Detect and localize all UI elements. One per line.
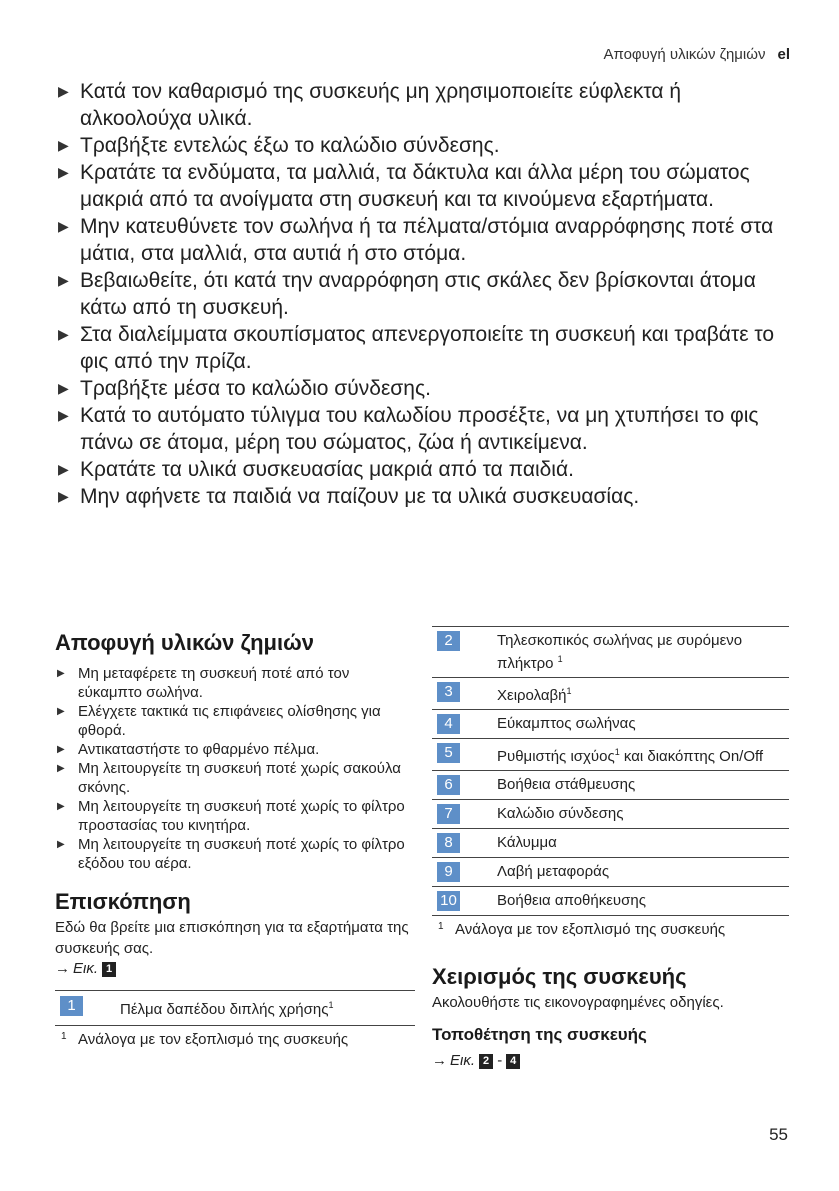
list-item: ▶ Κρατάτε τα υλικά συσκευασίας μακριά από τα παιδιά. <box>58 458 574 481</box>
part-name: Βοήθεια στάθμευσης <box>497 776 636 793</box>
part-name-cont: και διακόπτης On/Off <box>619 748 764 765</box>
operation-heading: Χειρισμός της συσκευής <box>432 964 687 989</box>
parts-table <box>432 626 789 916</box>
list-item: ▶ Κατά τον καθαρισμό της συσκευής μη χρησιμοποιείτε εύφλεκτα ή αλκοολούχα υλικά. <box>58 80 682 130</box>
bullet-triangle-icon: ▶ <box>58 272 69 288</box>
part-number-badge: 4 <box>437 714 460 734</box>
part-name: Τηλεσκοπικός σωλήνας με συρόμενο πλήκτρο <box>497 632 743 672</box>
overview-table <box>55 990 415 1026</box>
bullet-triangle-icon: ▶ <box>58 326 69 342</box>
figure-number: 4 <box>506 1054 520 1069</box>
table-row <box>432 627 789 678</box>
part-name: Καλώδιο σύνδεσης <box>497 805 624 822</box>
figure-range-sep: - <box>497 1052 503 1069</box>
operation-intro: Ακολουθήστε τις εικονογραφημένες οδηγίες. <box>432 994 724 1011</box>
list-item: ▶ Βεβαιωθείτε, ότι κατά την αναρρόφηση στις σκάλες δεν βρίσκονται άτομα κάτω από τη συσκευή. <box>58 269 756 319</box>
overview-heading: Επισκόπηση <box>55 889 191 914</box>
table-row <box>432 678 789 710</box>
part-number-badge: 8 <box>437 833 460 853</box>
right-column <box>432 626 789 1071</box>
bullet-triangle-icon: ▶ <box>58 164 69 180</box>
part-number-badge: 3 <box>437 682 460 702</box>
footnote-ref: 1 <box>557 654 563 664</box>
language-code: el <box>777 46 790 63</box>
part-number-badge: 1 <box>60 996 83 1016</box>
table-row <box>55 991 415 1026</box>
header-title: Αποφυγή υλικών ζημιών <box>603 46 766 63</box>
part-name: Ρυθμιστής ισχύος <box>497 748 615 765</box>
list-item: ▶ Τραβήξτε εντελώς έξω το καλώδιο σύνδεσης. <box>58 134 500 157</box>
bullet-triangle-icon: ▶ <box>58 488 69 504</box>
bullet-triangle-icon: ▶ <box>57 706 65 717</box>
part-number-badge: 7 <box>437 804 460 824</box>
part-number-badge: 9 <box>437 862 460 882</box>
part-name: Βοήθεια αποθήκευσης <box>497 892 646 909</box>
bullet-triangle-icon: ▶ <box>57 744 65 755</box>
part-name: Εύκαμπτος σωλήνας <box>497 715 636 732</box>
figure-reference <box>432 1051 789 1071</box>
footnote-text: Ανάλογα με τον εξοπλισμό της συσκευής <box>455 921 726 938</box>
part-number-badge: 10 <box>437 891 460 911</box>
overview-intro: Εδώ θα βρείτε μια επισκόπηση για τα εξαρτήματα της συσκευής σας. <box>55 919 409 957</box>
bullet-triangle-icon: ▶ <box>58 380 69 396</box>
footnote-text: Ανάλογα με τον εξοπλισμό της συσκευής <box>78 1031 349 1048</box>
list-item: ▶ Κατά το αυτόματο τύλιγμα του καλωδίου προσέξτε, να μη χτυπήσει το φις πάνω σε άτομα, μέρη του σώματος, ζώα ή αντικείμενα. <box>58 404 759 454</box>
footnote-ref: 1 <box>328 1000 334 1010</box>
table-row <box>432 858 789 887</box>
footnote <box>432 920 789 940</box>
list-item: ▶ Μη λειτουργείτε τη συσκευή ποτέ χωρίς το φίλτρο προστασίας του κινητήρα. <box>57 798 405 834</box>
part-name: Λαβή μεταφοράς <box>497 863 610 880</box>
bullet-triangle-icon: ▶ <box>57 668 65 679</box>
figure-number: 1 <box>102 962 116 977</box>
table-row <box>432 771 789 800</box>
list-item: ▶ Τραβήξτε μέσα το καλώδιο σύνδεσης. <box>58 377 431 400</box>
figure-reference <box>55 959 415 979</box>
damage-bullet-list <box>55 664 415 873</box>
footnote-ref: 1 <box>566 686 572 696</box>
damage-heading: Αποφυγή υλικών ζημιών <box>55 630 314 655</box>
running-header <box>603 46 790 63</box>
bullet-triangle-icon: ▶ <box>58 218 69 234</box>
bullet-triangle-icon: ▶ <box>58 137 69 153</box>
figure-number: 2 <box>479 1054 493 1069</box>
part-name: Πέλμα δαπέδου διπλής χρήσης <box>120 1001 329 1018</box>
list-item: ▶ Μην κατευθύνετε τον σωλήνα ή τα πέλματα/στόμια αναρρόφησης ποτέ στα μάτια, στα μαλλιά, στα αυτιά ή στο στόμα. <box>58 215 774 265</box>
list-item: ▶ Κρατάτε τα ενδύματα, τα μαλλιά, τα δάκτυλα και άλλα μέρη του σώματος μακριά από τα ανοίγματα στη συσκευή και τα κινούμενα εξαρτήματα. <box>58 161 750 211</box>
table-row <box>432 829 789 858</box>
bullet-triangle-icon: ▶ <box>57 763 65 774</box>
footnote-ref: 1 <box>614 747 620 757</box>
footnote <box>55 1030 415 1050</box>
part-name: Κάλυμμα <box>497 834 557 851</box>
arrow-right-icon: → <box>432 1052 447 1069</box>
list-item: ▶ Μη μεταφέρετε τη συσκευή ποτέ από τον εύκαμπτο σωλήνα. <box>57 665 350 701</box>
bullet-triangle-icon: ▶ <box>58 83 69 99</box>
page-number: 55 <box>769 1125 788 1144</box>
part-number-badge: 6 <box>437 775 460 795</box>
table-row <box>432 800 789 829</box>
list-item: ▶ Μην αφήνετε τα παιδιά να παίζουν με τα υλικά συσκευασίας. <box>58 485 640 508</box>
left-column <box>55 628 415 1050</box>
part-number-badge: 2 <box>437 631 460 651</box>
list-item: ▶ Μη λειτουργείτε τη συσκευή ποτέ χωρίς σακούλα σκόνης. <box>57 760 401 796</box>
table-row <box>432 710 789 739</box>
arrow-right-icon: → <box>55 960 70 977</box>
safety-bullet-list <box>58 78 790 510</box>
bullet-triangle-icon: ▶ <box>58 461 69 477</box>
bullet-triangle-icon: ▶ <box>58 407 69 423</box>
list-item: ▶ Ελέγχετε τακτικά τις επιφάνειες ολίσθησης για φθορά. <box>57 703 381 739</box>
bullet-triangle-icon: ▶ <box>57 839 65 850</box>
table-row <box>432 739 789 771</box>
part-name: Χειρολαβή <box>497 687 567 704</box>
list-item: ▶ Μη λειτουργείτε τη συσκευή ποτέ χωρίς το φίλτρο εξόδου του αέρα. <box>57 836 405 872</box>
table-row <box>432 887 789 916</box>
footnote-mark: 1 <box>61 1031 67 1042</box>
placement-subheading: Τοποθέτηση της συσκευής <box>432 1025 647 1044</box>
part-number-badge: 5 <box>437 743 460 763</box>
bullet-triangle-icon: ▶ <box>57 801 65 812</box>
list-item: ▶ Στα διαλείμματα σκουπίσματος απενεργοποιείτε τη συσκευή και τραβάτε το φις από την πρίζα. <box>58 323 775 373</box>
figure-label: Εικ. <box>73 960 99 977</box>
list-item: ▶ Αντικαταστήστε το φθαρμένο πέλμα. <box>57 741 320 758</box>
footnote-mark: 1 <box>438 921 444 932</box>
figure-label: Εικ. <box>450 1052 476 1069</box>
